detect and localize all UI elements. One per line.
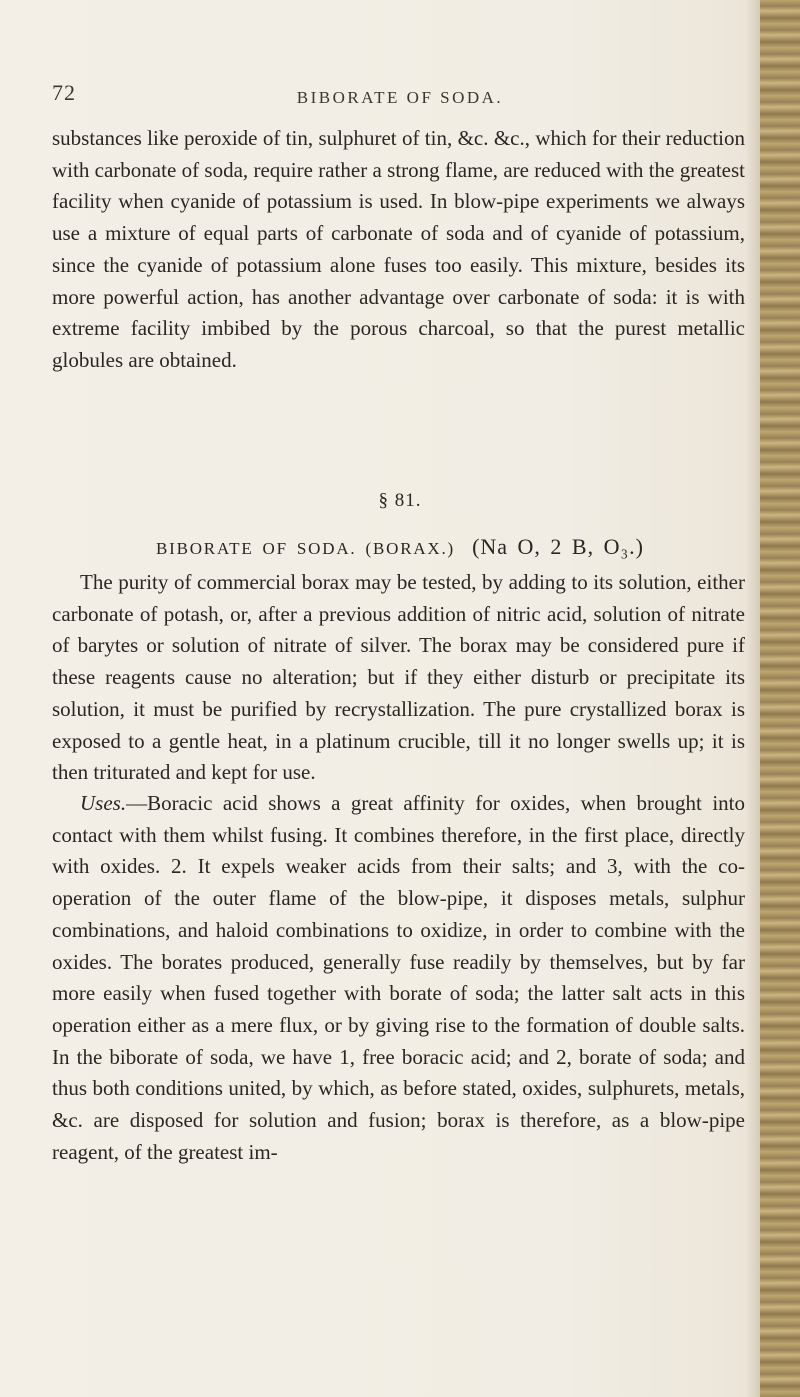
paragraph-3-text: —Boracic acid shows a great affinity for oxides, when brought into contact with them whilst fusing. It combines therefore, in the first place, directly with oxides. 2. It expels weaker acids from their salts; and 3, with the co-operation of the outer flame of the blow-pipe, it disposes metals, sulphur combinations, and haloid combinations to oxidize, in order to combine with the oxides. The borates produced, generally fuse readily by themselves, but by far more easily when fused together with borate of soda; the latter salt acts in this operation either as a mere flux, or by giving rise to the formation of double salts. In the biborate of soda, we have 1, free boracic acid; and 2, borate of soda; and thus both conditions united, by which, as before stated, oxides, sulphurets, metals, &c. are disposed for solution and fusion; borax is therefore, as a blow-pipe reagent, of the greatest im-	[52, 791, 745, 1164]
paragraph-3	[52, 788, 745, 1168]
page-edge	[760, 0, 800, 1397]
section-number: § 81.	[378, 490, 422, 511]
page-number: 72	[52, 80, 76, 105]
paragraph-2: The purity of commercial borax may be tested, by adding to its solution, either carbonate of potash, or, after a previous addition of nitric acid, solution of nitrate of barytes or solution of nitrate of silver. The borax may be considered pure if these reagents cause no alteration; but if they either disturb or precipitate its solution, it must be purified by recrystallization. The pure crystallized borax is exposed to a gentle heat, in a platinum crucible, till it no longer swells up; it is then triturated and kept for use.	[52, 570, 745, 785]
running-title: BIBORATE OF SODA.	[296, 88, 504, 107]
section-formula: (Na O, 2 B, O₃.)	[472, 534, 644, 559]
paragraph-3-lead: Uses.	[80, 791, 127, 815]
paragraph-1: substances like peroxide of tin, sulphuret of tin, &c. &c., which for their reduction with carbonate of soda, require rather a strong flame, are reduced with the greatest facility when cyanide of potassium is used. In blow-pipe experiments we always use a mixture of equal parts of carbonate of soda and of cyanide of potassium, since the cyanide of potassium alone fuses too easily. This mixture, besides its more powerful action, has another advantage over carbonate of soda: it is with extreme facility imbibed by the porous charcoal, so that the purest metallic globules are obtained.	[52, 126, 745, 372]
page-gutter-shadow	[746, 0, 760, 1397]
section-title: BIBORATE OF SODA. (BORAX.)	[155, 539, 455, 558]
section-heading	[0, 534, 800, 560]
